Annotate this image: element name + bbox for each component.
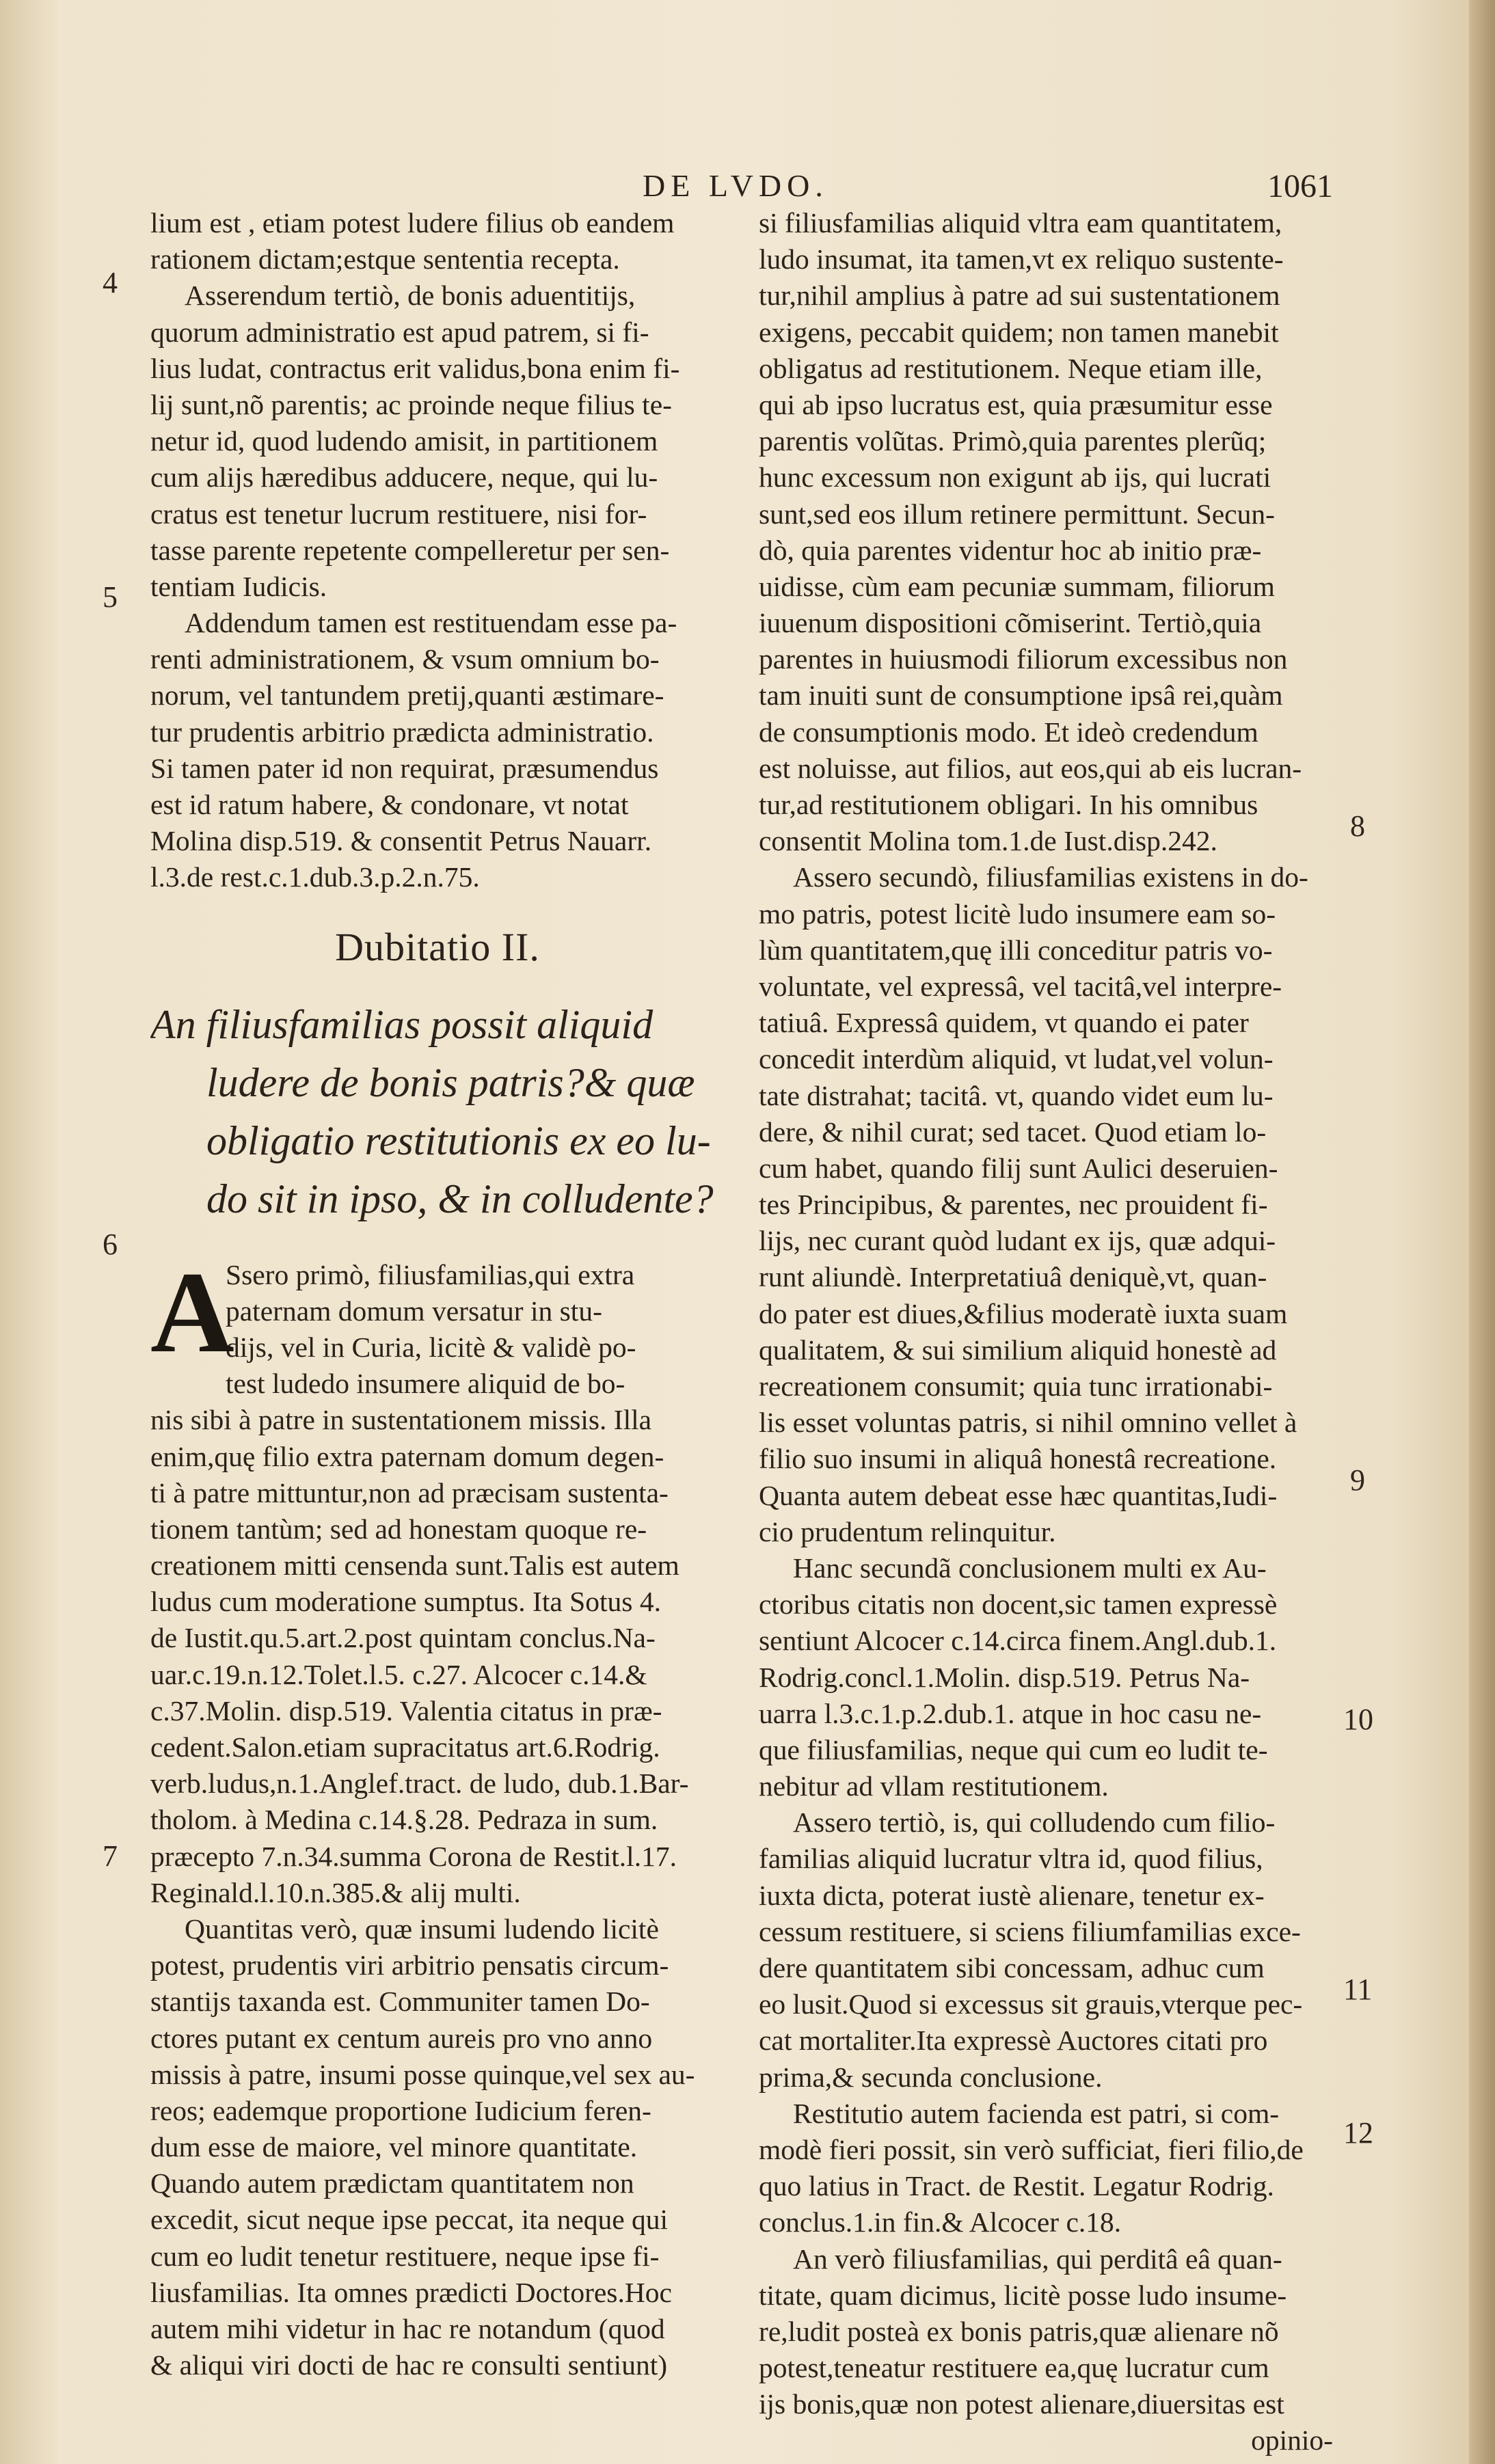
text-line: tionem tantùm; sed ad honestam quoque re- [150,1513,647,1545]
text-line: que filiusfamilias, neque qui cum eo ludit te- [759,1733,1268,1765]
text-line: lium est , etiam potest ludere filius ob eandem [150,207,675,239]
text-line: nebitur ad vllam restitutionem. [759,1770,1109,1802]
page-edge [1469,0,1495,2464]
text-line: potest, prudentis viri arbitrio pensatis circum- [150,1949,669,1981]
margin-number: 12 [1343,2116,1373,2150]
text-line: l.3.de rest.c.1.dub.3.p.2.n.75. [150,861,480,893]
text-line: cum habet, quando filij sunt Aulici deseruien- [759,1152,1278,1184]
question-line: obligatio restitutionis ex eo lu- [206,1118,711,1163]
text-line: renti administrationem, & vsum omnium bo- [150,643,660,675]
question-line: ludere de bonis patris?& quæ [206,1059,695,1105]
text-line: tatiuâ. Expressâ quidem, vt quando ei pater [759,1007,1249,1039]
text-line: Asserendum tertiò, de bonis aduentitijs, [185,280,636,312]
text-line: cum alijs hæredibus adducere, neque, qui lu- [150,461,658,493]
text-line: obligatus ad restitutionem. Neque etiam ille, [759,352,1263,384]
text-line: liusfamilias. Ita omnes prædicti Doctores.Hoc [150,2276,672,2308]
text-line: parentis volũtas. Primò,quia parentes plerũq; [759,425,1267,457]
text-line: paternam domum versatur in stu- [226,1295,602,1327]
text-line: ijs bonis,quæ non potest alienare,diuersitas est [759,2388,1284,2420]
question-heading [150,996,725,1228]
text-line: tate distrahat; tacitâ. vt, quando videt eum lu- [759,1079,1274,1111]
text-line: An verò filiusfamilias, qui perditâ eâ quan- [793,2243,1282,2275]
margin-number: 7 [103,1839,118,1873]
text-line: modè fieri possit, sin verò sufficiat, fieri filio,de [759,2133,1304,2165]
text-line: dijs, vel in Curia, licitè & validè po- [226,1331,636,1363]
text-line: cat mortaliter.Ita expressè Auctores citati pro [759,2025,1268,2057]
text-line: consentit Molina tom.1.de Iust.disp.242. [759,825,1217,857]
text-line: cio prudentum relinquitur. [759,1515,1056,1547]
text-line: Hanc secundã conclusionem multi ex Au- [793,1552,1267,1584]
text-line: enim,quę filio extra paternam domum degen- [150,1440,664,1472]
text-line: stantijs taxanda est. Communiter tamen Do- [150,1986,650,2018]
text-line: tholom. à Medina c.14.§.28. Pedraza in sum. [150,1804,658,1836]
text-line: est noluisse, aut filios, aut eos,qui ab eis lucran- [759,752,1302,784]
text-line: norum, vel tantundem pretij,quanti æstimare- [150,679,664,712]
text-line: Molina disp.519. & consentit Petrus Nauarr. [150,825,652,857]
text-line: & aliqui viri docti de hac re consulti sentiunt) [150,2349,668,2381]
text-line: lùm quantitatem,quę illi conceditur patris vo- [759,934,1273,966]
text-line: Quanta autem debeat esse hæc quantitas,Iudi- [759,1479,1278,1511]
text-line: ludo insumat, ita tamen,vt ex reliquo sustente- [759,243,1284,275]
text-line: Reginald.l.10.n.385.& alij multi. [150,1876,521,1908]
text-line: lij sunt,nõ parentis; ac proinde neque filius te- [150,388,672,420]
text-line: sunt,sed eos illum retinere permittunt. Secun- [759,498,1275,530]
dropcap-paragraph [150,1247,725,1403]
text-line: verb.ludus,n.1.Anglef.tract. de ludo, dub.1.Bar- [150,1768,689,1800]
left-column [150,205,725,2383]
text-line: re,ludit posteà ex bonis patris,quæ alienare nõ [759,2315,1279,2347]
text-line: do pater est diues,&filius moderatè iuxta suam [759,1297,1288,1329]
text-line: qui ab ipso lucratus est, quia præsumitur esse [759,388,1273,420]
text-line: tentiam Iudicis. [150,570,327,602]
text-line: dò, quia parentes videntur hoc ab initio præ- [759,534,1262,566]
text-line: tur prudentis arbitrio prædicta administratio. [150,716,654,748]
question-line: An filiusfamilias possit aliquid [150,1001,654,1047]
text-line: de consumptionis modo. Et ideò credendum [759,716,1258,748]
text-line: est id ratum habere, & condonare, vt notat [150,789,629,820]
text-line: dere, & nihil curat; sed tacet. Quod etiam lo- [759,1115,1267,1148]
text-line: netur id, quod ludendo amisit, in partitionem [150,425,658,457]
text-line: mo patris, potest licitè ludo insumere eam so- [759,897,1276,930]
text-line: filio suo insumi in aliquâ honestâ recreatione. [759,1443,1277,1475]
text-line: Assero secundò, filiusfamilias existens in do- [793,861,1308,893]
text-line: cedent.Salon.etiam supracitatus art.6.Rodrig. [150,1731,660,1763]
margin-number: 6 [103,1228,118,1261]
text-line: Assero tertiò, is, qui colludendo cum filio- [793,1806,1276,1839]
text-line: Quantitas verò, quæ insumi ludendo licitè [185,1912,659,1945]
text-line: reos; eademque proportione Iudicium feren- [150,2094,651,2126]
text-line: eo lusit.Quod si excessus sit grauis,vterque pec- [759,1988,1303,2020]
text-line: Rodrig.concl.1.Molin. disp.519. Petrus Na- [759,1661,1250,1693]
catchword: opinio- [1251,2424,1333,2456]
text-line: cessum restituere, si sciens filiumfamilias exce- [759,1915,1301,1947]
question-line: do sit in ipso, & in colludente? [206,1176,714,1221]
text-line: tasse parente repetente compelleretur per sen- [150,534,670,566]
text-line: uar.c.19.n.12.Tolet.l.5. c.27. Alcocer c.14.& [150,1658,647,1690]
text-line: hunc excessum non exigunt ab ijs, qui lucrati [759,461,1271,493]
text-line: de Iustit.qu.5.art.2.post quintam conclus.Na- [150,1622,656,1654]
text-line: potest,teneatur restituere ea,quę lucratur cum [759,2352,1269,2384]
text-line: ludus cum moderatione sumptus. Ita Sotus 4. [150,1586,661,1618]
text-line: cratus est tenetur lucrum restituere, nisi for- [150,498,647,530]
text-line: ti à patre mittuntur,non ad præcisam sustenta- [150,1476,669,1508]
text-line: titate, quam dicimus, licitè posse ludo insume- [759,2279,1287,2311]
text-line: tes Principibus, & parentes, nec prouident fi- [759,1189,1268,1221]
text-line: Quando autem prædictam quantitatem non [150,2167,634,2199]
text-line: Si tamen pater id non requirat, præsumendus [150,752,659,784]
text-line: parentes in huiusmodi filiorum excessibus non [759,643,1288,675]
text-line: recreationem consumit; quia tunc irrationabi- [759,1370,1273,1402]
text-line: missis à patre, insumi posse quinque,vel sex au- [150,2058,695,2090]
text-line: tam inuiti sunt de consumptione ipsâ rei,quàm [759,679,1283,712]
margin-number: 8 [1350,809,1365,843]
text-line: rationem dictam;estque sententia recepta. [150,243,620,275]
text-line: tur,nihil amplius à patre ad sui sustentationem [759,280,1280,312]
text-line: conclus.1.in fin.& Alcocer c.18. [759,2206,1122,2238]
text-line: lis esset voluntas patris, si nihil omnino vellet à [759,1407,1297,1439]
text-line: qualitatem, & sui similium aliquid honestè ad [759,1333,1277,1366]
section-title: Dubitatio II. [335,924,540,969]
margin-number: 4 [103,266,118,299]
margin-number: 11 [1343,1973,1373,2006]
text-line: iuuenum dispositioni cõmiserint. Tertiò,quia [759,607,1262,639]
text-line: lius ludat, contractus erit validus,bona enim fi- [150,352,680,384]
text-line: tur,ad restitutionem obligari. In his omnibus [759,789,1258,820]
text-line: si filiusfamilias aliquid vltra eam quantitatem, [759,207,1282,239]
running-title: DE LVDO. [643,168,829,203]
text-line: Ssero primò, filiusfamilias,qui extra [226,1258,635,1290]
text-line: familias aliquid lucratur vltra id, quod filius, [759,1843,1263,1875]
text-line: cum eo ludit tenetur restituere, neque ipse fi- [150,2240,660,2272]
text-line: Addendum tamen est restituendam esse pa- [185,607,677,639]
text-line: sentiunt Alcocer c.14.circa finem.Angl.dub.1. [759,1625,1277,1657]
text-line: præcepto 7.n.34.summa Corona de Restit.l.17. [150,1840,677,1872]
text-line: autem mihi videtur in hac re notandum (quod [150,2313,665,2344]
text-line: creationem mitti censenda sunt.Talis est autem [150,1549,679,1582]
margin-number: 9 [1350,1463,1365,1497]
margin-number: 10 [1343,1703,1373,1736]
margin-number: 5 [103,580,118,614]
text-line: uidisse, cùm eam pecuniæ summam, filiorum [759,570,1275,602]
text-line: runt aliundè. Interpretatiuâ deniquè,vt, quan- [759,1261,1267,1293]
text-line: dum esse de maiore, vel minore quantitate. [150,2131,638,2163]
text-line: concedit interdùm aliquid, vt ludat,vel volun- [759,1043,1274,1075]
text-line: lijs, nec curant quòd ludant ex ijs, quæ adqui- [759,1225,1276,1257]
text-line: nis sibi à patre in sustentationem missis. Illa [150,1404,652,1436]
text-line: Restitutio autem facienda est patri, si com- [793,2097,1280,2129]
text-line: iuxta dicta, poterat iustè alienare, tenetur ex- [759,1879,1265,1911]
text-line: dere quantitatem sibi concessam, adhuc cum [759,1952,1265,1984]
text-line: quo latius in Tract. de Restit. Legatur Rodrig. [759,2170,1274,2202]
dropcap-letter: A [150,1247,234,1377]
text-line: test ludedo insumere aliquid de bo- [226,1368,625,1400]
text-line: ctoribus citatis non docent,sic tamen expressè [759,1588,1278,1621]
text-line: uarra l.3.c.1.p.2.dub.1. atque in hoc casu ne- [759,1697,1262,1729]
text-line: c.37.Molin. disp.519. Valentia citatus in præ- [150,1694,662,1727]
text-line: prima,& secunda conclusione. [759,2061,1103,2093]
text-line: voluntate, vel expressâ, vel tacitâ,vel interpre- [759,970,1282,1002]
text-line: excedit, sicut neque ipse peccat, ita neque qui [150,2204,669,2236]
text-line: quorum administratio est apud patrem, si fi- [150,316,649,348]
right-column [759,205,1333,2459]
page-number: 1061 [1267,168,1333,204]
text-line: ctores putant ex centum aureis pro vno anno [150,2022,653,2054]
text-line: exigens, peccabit quidem; non tamen manebit [759,316,1279,348]
